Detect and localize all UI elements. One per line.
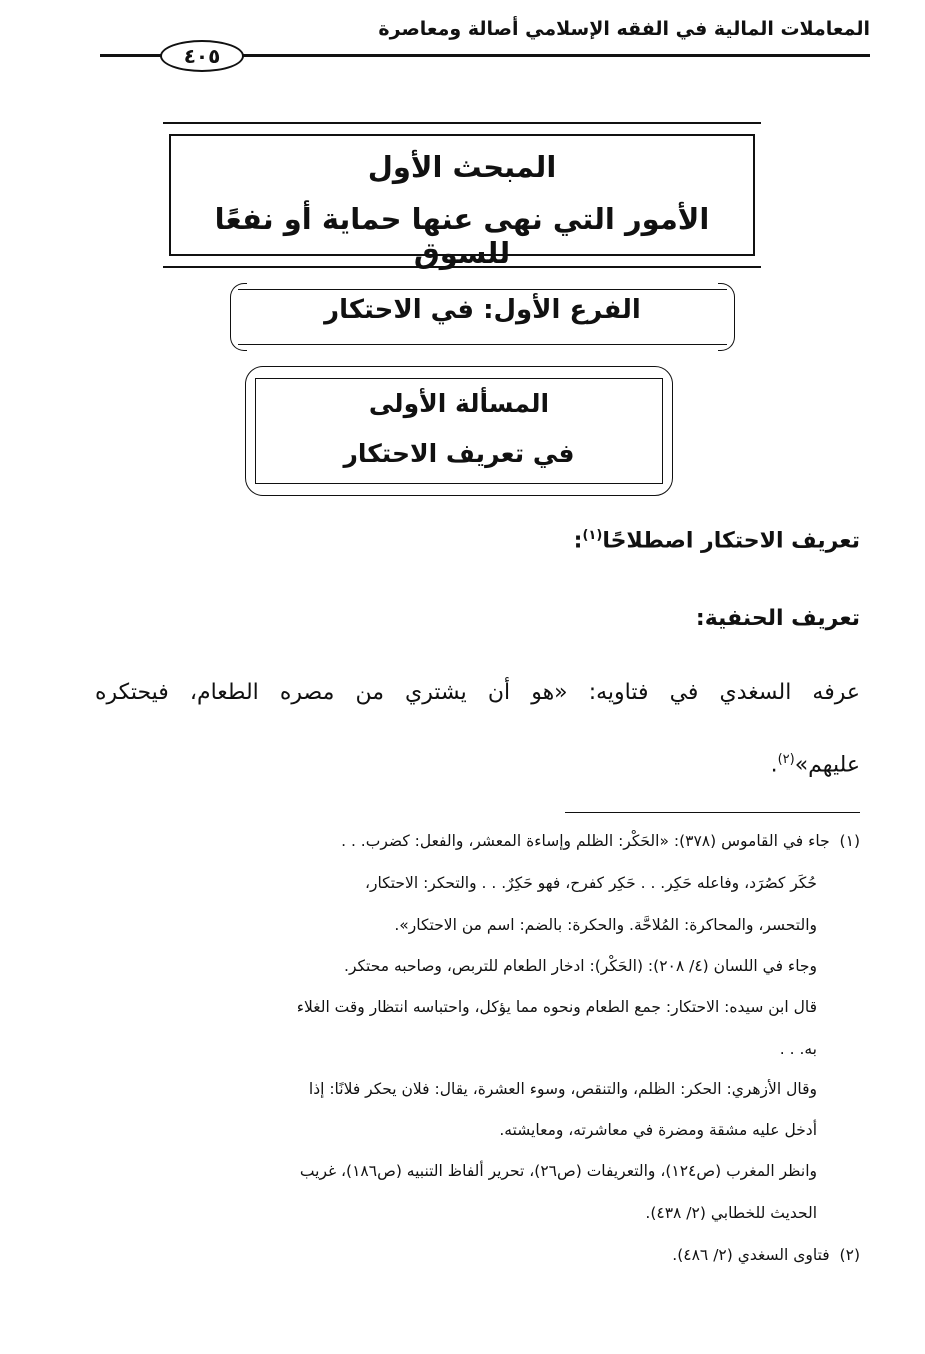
paragraph-line-2-text: عليهم» (794, 752, 860, 778)
issue-subheading: في تعريف الاحتكار (343, 439, 575, 468)
footnote-1-line: قال ابن سيده: الاحتكار: جمع الطعام ونحوه مما يؤكل، واحتباسه انتظار وقت الغلاء (296, 998, 817, 1016)
footnote-2-marker: (٢) (839, 1246, 860, 1264)
footnote-1-line: وانظر المغرب (ص١٢٤)، والتعريفات (ص٢٦)، تحرير ألفاظ التنبيه (ص١٨٦)، غريب (299, 1162, 817, 1180)
definition-heading-text: تعريف الاحتكار اصطلاحًا (602, 528, 860, 554)
footnote-1-line: جاء في القاموس (٣٧٨): «الحَكْر: الظلم وإساءة المعشر، والفعل: كضرب. . . (341, 832, 830, 850)
issue-heading: المسألة الأولى (368, 389, 550, 418)
definition-heading (95, 528, 860, 553)
footnote-1-line: وقال الأزهري: الحكر: الظلم، والتنقص، وسوء العشرة، يقال: فلان يحكر فلانًا: إذا (308, 1080, 817, 1098)
footnote-1 (95, 832, 860, 850)
footnote-2 (95, 1246, 860, 1264)
footnote-ref-1: (١) (582, 528, 603, 543)
footnote-1-line: به. . . (779, 1040, 817, 1058)
footnote-2-text: فتاوى السغدي (٢/ ٤٨٦). (672, 1246, 830, 1264)
paragraph-line-2 (95, 752, 860, 777)
branch-title-box (230, 283, 735, 351)
chapter-title-frame (169, 134, 755, 270)
footnote-1-marker: (١) (839, 832, 860, 850)
footnote-1-line: وجاء في اللسان (٤/ ٢٠٨): (الحَكْر): ادخار الطعام للتربص، وصاحبه محتكر. (344, 957, 817, 975)
issue-title-box (245, 366, 673, 496)
chapter-title-box (163, 122, 761, 268)
hanafi-heading: تعريف الحنفية: (695, 606, 860, 631)
page-number: ٤٠٥ (160, 40, 244, 72)
footnote-1-line: والتحسر، والمحاكرة: المُلاحَّة. والحكرة: بالضم: اسم من الاحتكار». (394, 916, 817, 934)
branch-heading: الفرع الأول: في الاحتكار (324, 295, 641, 325)
running-title: المعاملات المالية في الفقه الإسلامي أصالة ومعاصرة (378, 18, 870, 40)
definition-heading-colon: : (573, 528, 583, 554)
footnote-separator (565, 812, 860, 813)
paragraph-line-2-end: . (770, 752, 778, 778)
issue-inner-frame (255, 378, 663, 484)
footnote-1-line: حُكَر كصُرَد، وفاعله حَكِر. . . حَكِر كفرح، فهو حَكِرٌ. . . والتحكر: الاحتكار، (364, 874, 817, 892)
footnote-1-line: الحديث للخطابي (٢/ ٤٣٨). (645, 1204, 817, 1222)
footnote-ref-2: (٢) (777, 752, 795, 767)
chapter-heading: المبحث الأول (367, 150, 557, 184)
footnote-1-line: أدخل عليه مشقة ومضرة في معاشرته، ومعايشته. (499, 1121, 817, 1139)
chapter-subheading: الأمور التي نهى عنها حماية أو نفعًا للسوق (214, 202, 710, 270)
paragraph-line-1: عرفه السغدي في فتاويه: «هو أن يشتري من مصره الطعام، فيحتكره (95, 680, 860, 705)
